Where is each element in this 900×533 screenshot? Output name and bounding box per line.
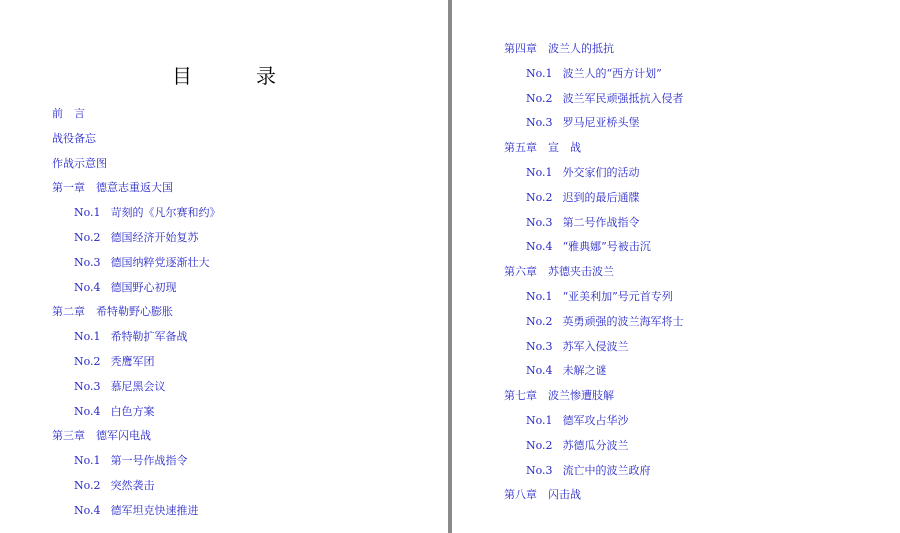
toc-chapter-link[interactable] <box>52 132 96 146</box>
toc-section-link[interactable] <box>74 330 188 344</box>
entry-text: 战役备忘 <box>52 131 96 145</box>
entry-text: 作战示意图 <box>52 156 107 170</box>
toc-chapter-link[interactable] <box>52 157 107 171</box>
entry-text: 第四章 波兰人的抵抗 <box>504 42 614 55</box>
toc-section-link[interactable] <box>74 380 166 394</box>
entry-text: 第二号作战指令 <box>562 215 640 229</box>
entry-text: 外交家们的活动 <box>562 166 640 179</box>
section-number: No.3 <box>526 215 553 229</box>
toc-section-link[interactable] <box>74 504 199 518</box>
section-number: No.3 <box>526 116 553 130</box>
entry-text: 慕尼黑会议 <box>110 379 166 393</box>
right-page <box>452 0 900 533</box>
entry-text: 德军攻占华沙 <box>562 414 629 427</box>
toc-section-link[interactable] <box>74 355 155 369</box>
entry-text: 第三章 德军闪电战 <box>52 429 151 443</box>
toc-section-link[interactable] <box>526 240 651 254</box>
section-number: No.1 <box>526 414 553 427</box>
toc-chapter-link[interactable] <box>504 488 581 502</box>
section-number: No.1 <box>74 330 101 344</box>
entry-text: 苏德瓜分波兰 <box>562 438 629 452</box>
section-number: No.2 <box>74 231 101 244</box>
entry-text: 英勇顽强的波兰海军将士 <box>562 314 684 328</box>
toc-section-link[interactable] <box>526 116 640 130</box>
entry-text: 德军坦克快速推进 <box>110 503 199 517</box>
section-number: No.4 <box>74 280 101 294</box>
toc-chapter-link[interactable] <box>504 42 614 56</box>
entry-text: 苏军入侵波兰 <box>562 339 629 353</box>
toc-chapter-link[interactable] <box>504 389 614 403</box>
section-number: No.4 <box>74 404 101 418</box>
section-number: No.2 <box>526 190 553 204</box>
entry-text: 希特勒扩军备战 <box>110 330 188 344</box>
entry-text: 第一号作战指令 <box>110 454 188 468</box>
entry-text: 第八章 闪击战 <box>504 488 581 502</box>
toc-title: 目 录 <box>172 64 298 88</box>
entry-text: 第五章 宣 战 <box>504 141 581 155</box>
section-number: No.4 <box>526 364 553 378</box>
toc-section-link[interactable] <box>526 166 640 180</box>
section-number: No.3 <box>74 255 101 269</box>
entry-text: 第二章 希特勒野心膨胀 <box>52 305 173 319</box>
entry-text: 白色方案 <box>110 404 155 418</box>
section-number: No.1 <box>526 166 553 179</box>
entry-text: 波兰军民顽强抵抗入侵者 <box>562 91 684 105</box>
entry-text: 德国纳粹党逐渐壮大 <box>110 255 210 269</box>
entry-text: 苛刻的《凡尔赛和约》 <box>110 206 221 220</box>
toc-section-link[interactable] <box>526 340 629 354</box>
toc-section-link[interactable] <box>74 206 221 220</box>
entry-text: 第一章 德意志重返大国 <box>52 181 173 195</box>
toc-chapter-link[interactable] <box>504 141 581 155</box>
section-number: No.2 <box>526 438 553 452</box>
entry-text: 波兰人的“西方计划” <box>562 66 662 80</box>
section-number: No.2 <box>526 91 553 105</box>
toc-section-link[interactable] <box>526 439 629 453</box>
section-number: No.4 <box>526 240 553 254</box>
toc-section-link[interactable] <box>74 281 177 295</box>
section-number: No.2 <box>74 355 101 368</box>
section-number: No.4 <box>74 503 101 517</box>
toc-section-link[interactable] <box>526 191 640 205</box>
entry-text: “雅典娜”号被击沉 <box>562 240 651 254</box>
toc-chapter-link[interactable] <box>52 305 173 319</box>
toc-section-link[interactable] <box>526 315 684 329</box>
toc-chapter-link[interactable] <box>52 107 85 121</box>
section-number: No.3 <box>526 463 553 477</box>
toc-section-link[interactable] <box>74 479 155 493</box>
toc-section-link[interactable] <box>526 67 662 81</box>
toc-section-link[interactable] <box>74 405 155 419</box>
toc-chapter-link[interactable] <box>52 429 151 443</box>
entry-text: 未解之谜 <box>562 364 607 378</box>
entry-text: 第六章 苏德夹击波兰 <box>504 265 614 279</box>
section-number: No.1 <box>74 206 101 220</box>
toc-chapter-link[interactable] <box>52 181 173 195</box>
toc-chapter-link[interactable] <box>504 265 614 279</box>
toc-section-link[interactable] <box>526 414 629 428</box>
toc-section-link[interactable] <box>526 464 651 478</box>
toc-section-link[interactable] <box>526 364 607 378</box>
left-page <box>0 0 448 533</box>
section-number: No.2 <box>526 314 553 328</box>
entry-text: 罗马尼亚桥头堡 <box>562 116 640 130</box>
toc-section-link[interactable] <box>74 454 188 468</box>
toc-section-link[interactable] <box>526 216 640 230</box>
section-number: No.1 <box>74 454 101 468</box>
section-number: No.3 <box>526 339 553 353</box>
entry-text: 流亡中的波兰政府 <box>562 463 651 477</box>
toc-section-link[interactable] <box>526 92 684 106</box>
entry-text: 前 言 <box>52 107 85 120</box>
section-number: No.3 <box>74 379 101 393</box>
entry-text: 突然袭击 <box>110 479 155 492</box>
toc-section-link[interactable] <box>526 290 673 304</box>
entry-text: 第七章 波兰惨遭肢解 <box>504 389 614 403</box>
entry-text: 秃鹰军团 <box>110 355 155 368</box>
section-number: No.2 <box>74 479 101 492</box>
entry-text: 德国经济开始复苏 <box>110 231 199 244</box>
section-number: No.1 <box>526 66 553 80</box>
entry-text: 迟到的最后通牒 <box>562 190 640 204</box>
entry-text: “亚美利加”号元首专列 <box>562 290 673 303</box>
section-number: No.1 <box>526 290 553 303</box>
toc-section-link[interactable] <box>74 256 210 270</box>
toc-section-link[interactable] <box>74 231 199 245</box>
entry-text: 德国野心初现 <box>110 280 177 294</box>
